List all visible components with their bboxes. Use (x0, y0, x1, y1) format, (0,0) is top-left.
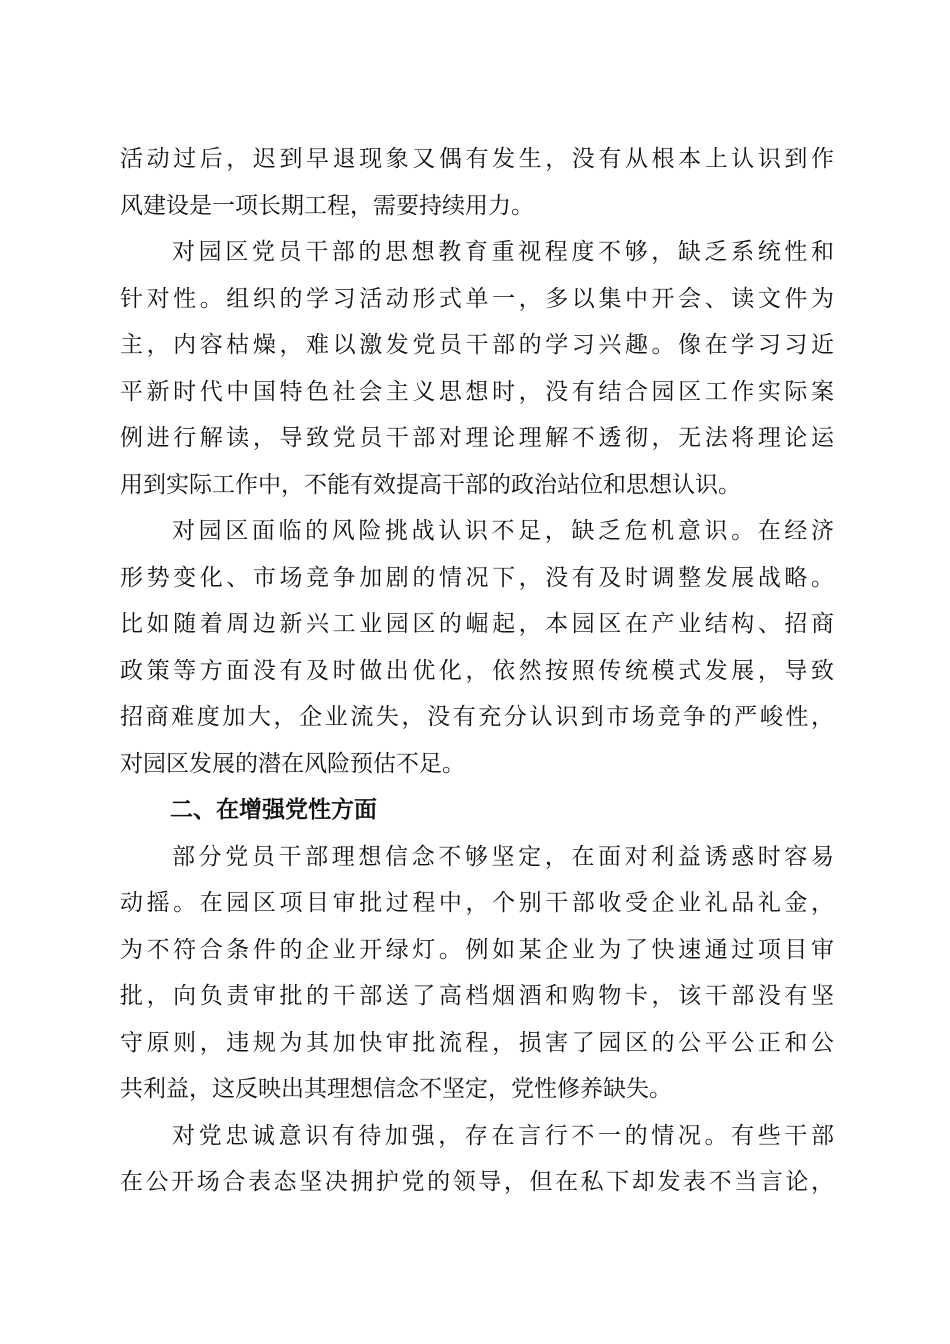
text-line: 平新时代中国特色社会主义思想时，没有结合园区工作实际案 (120, 378, 834, 405)
paragraph-4 (120, 834, 834, 1113)
paragraph-3 (120, 508, 834, 787)
text-line: 对党忠诚意识有待加强，存在言行不一的情况。有些干部 (172, 1122, 834, 1149)
text-line: 例进行解读，导致党员干部对理论理解不透彻，无法将理论运 (120, 425, 834, 451)
text-line: 对园区发展的潜在风险预估不足。 (120, 750, 465, 777)
text-line: 比如随着周边新兴工业园区的崛起，本园区在产业结构、招商 (120, 611, 834, 637)
text-line: 动摇。在园区项目审批过程中，个别干部收受企业礼品礼金， (120, 890, 834, 916)
text-line: 为不符合条件的企业开绿灯。例如某企业为了快速通过项目审 (120, 936, 834, 963)
text-line: 部分党员干部理想信念不够坚定，在面对利益诱惑时容易 (172, 843, 834, 870)
text-line: 招商难度加大，企业流失，没有充分认识到市场竞争的严峻性， (120, 704, 834, 730)
text-line: 形势变化、市场竞争加剧的情况下，没有及时调整发展战略。 (120, 564, 834, 591)
paragraph-2 (120, 229, 834, 508)
paragraph-1 (120, 136, 834, 229)
text-line: 共利益，这反映出其理想信念不坚定，党性修养缺失。 (120, 1076, 672, 1102)
text-line: 用到实际工作中，不能有效提高干部的政治站位和思想认识。 (120, 471, 741, 498)
text-line: 批，向负责审批的干部送了高档烟酒和购物卡，该干部没有坚 (120, 983, 834, 1009)
paragraph-5 (120, 1113, 834, 1206)
text-line: 在公开场合表态坚决拥护党的领导，但在私下却发表不当言论， (120, 1169, 834, 1195)
text-line: 主，内容枯燥，难以激发党员干部的学习兴趣。像在学习习近 (120, 332, 834, 358)
text-line: 政策等方面没有及时做出优化，依然按照传统模式发展，导致 (120, 657, 834, 684)
text-line: 针对性。组织的学习活动形式单一，多以集中开会、读文件为 (120, 285, 834, 312)
text-line: 对园区面临的风险挑战认识不足，缺乏危机意识。在经济 (172, 518, 834, 544)
section-heading: 二、在增强党性方面 (170, 797, 377, 823)
text-line: 对园区党员干部的思想教育重视程度不够，缺乏系统性和 (172, 239, 834, 265)
text-line: 守原则，违规为其加快审批流程，损害了园区的公平公正和公 (120, 1029, 834, 1056)
text-line: 风建设是一项长期工程，需要持续用力。 (120, 192, 534, 219)
document-body (120, 136, 834, 1206)
text-line: 活动过后，迟到早退现象又偶有发生，没有从根本上认识到作 (120, 146, 834, 172)
